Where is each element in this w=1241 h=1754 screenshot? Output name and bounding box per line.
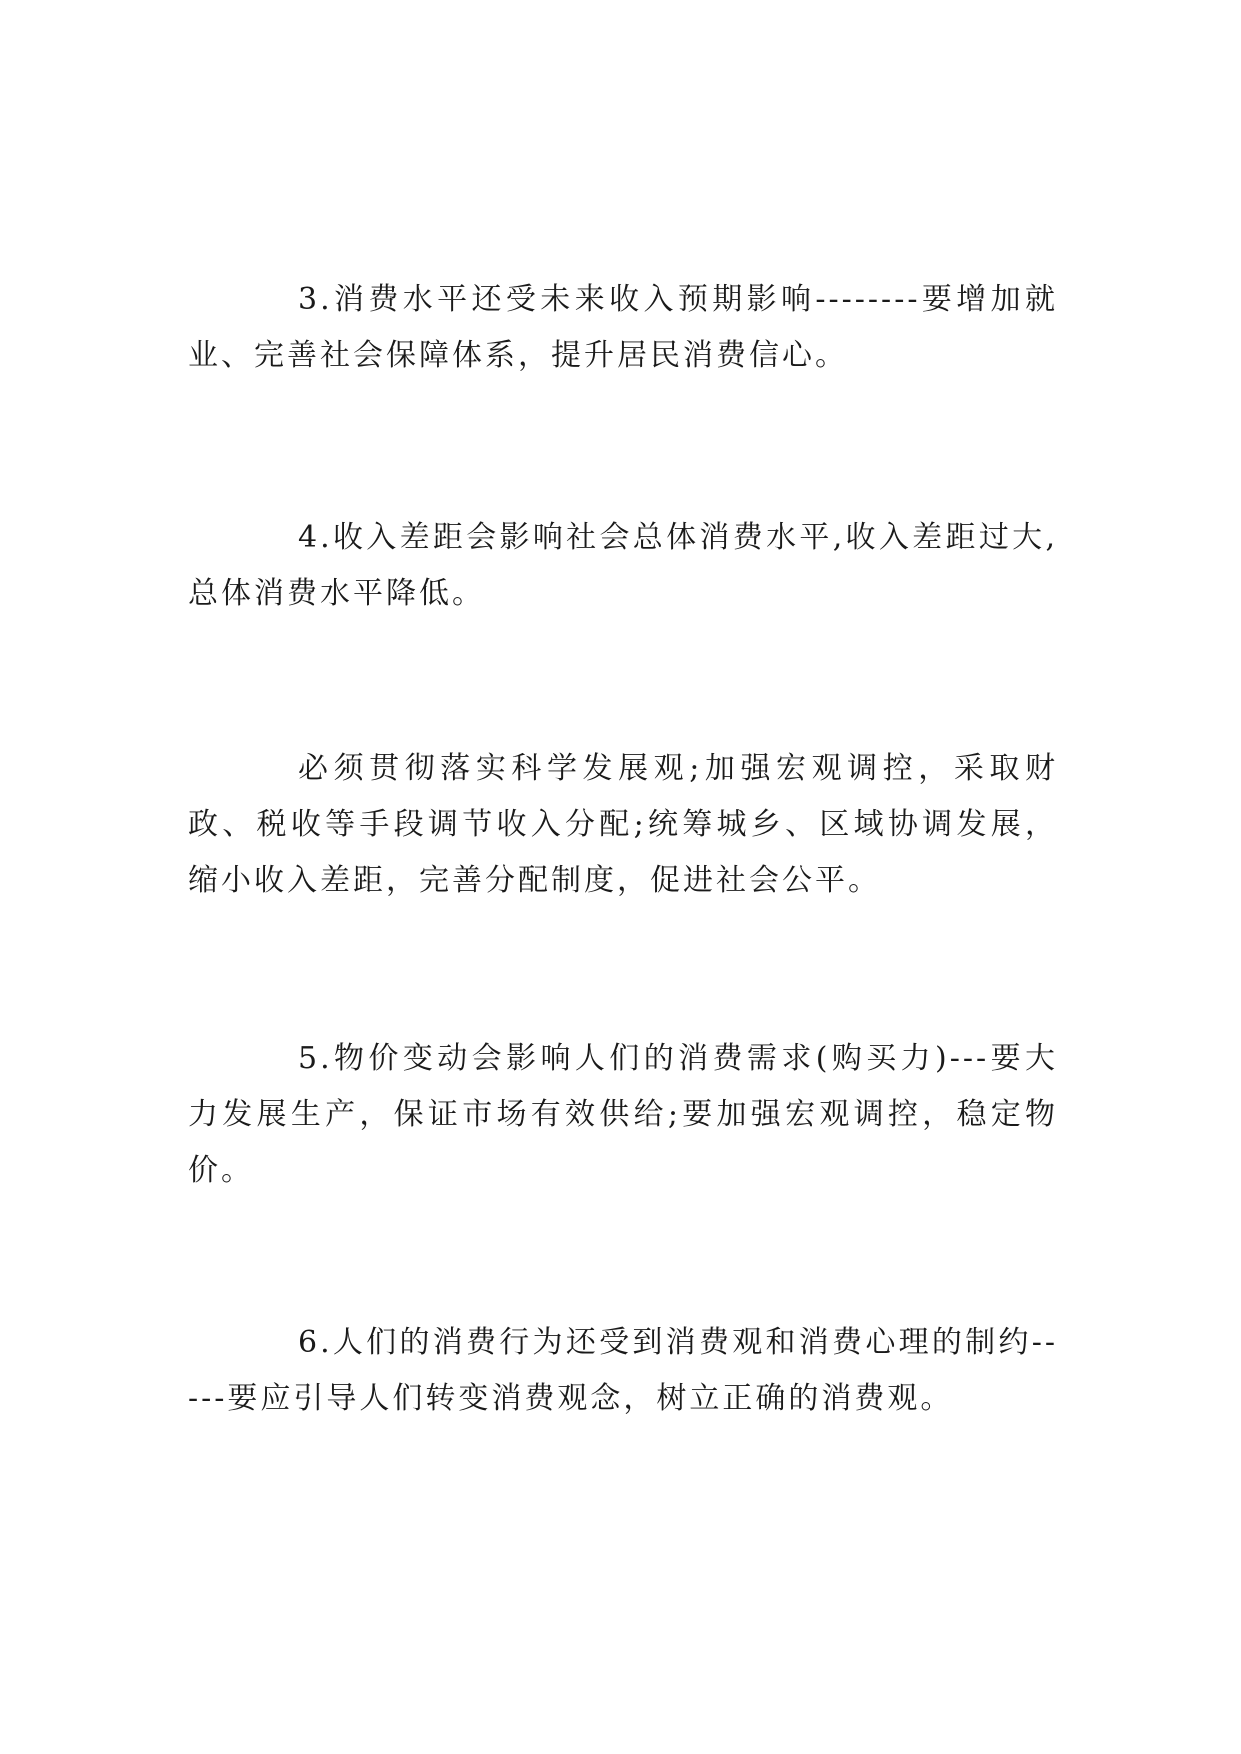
paragraph-consumption-expectation: 3.消费水平还受未来收入预期影响--------要增加就业、完善社会保障体系，提升居民消费信心。 <box>188 282 1058 373</box>
paragraph-income-gap: 4.收入差距会影响社会总体消费水平,收入差距过大,总体消费水平降低。 <box>188 520 1058 611</box>
paragraph-price-change: 5.物价变动会影响人们的消费需求(购买力)---要大力发展生产，保证市场有效供给;要加强宏观调控，稳定物价。 <box>188 1041 1058 1188</box>
paragraph-macro-control: 必须贯彻落实科学发展观;加强宏观调控，采取财政、税收等手段调节收入分配;统筹城乡、区域协调发展，缩小收入差距，完善分配制度，促进社会公平。 <box>188 751 1058 898</box>
paragraph-consumption-view: 6.人们的消费行为还受到消费观和消费心理的制约-----要应引导人们转变消费观念，树立正确的消费观。 <box>188 1325 1058 1416</box>
